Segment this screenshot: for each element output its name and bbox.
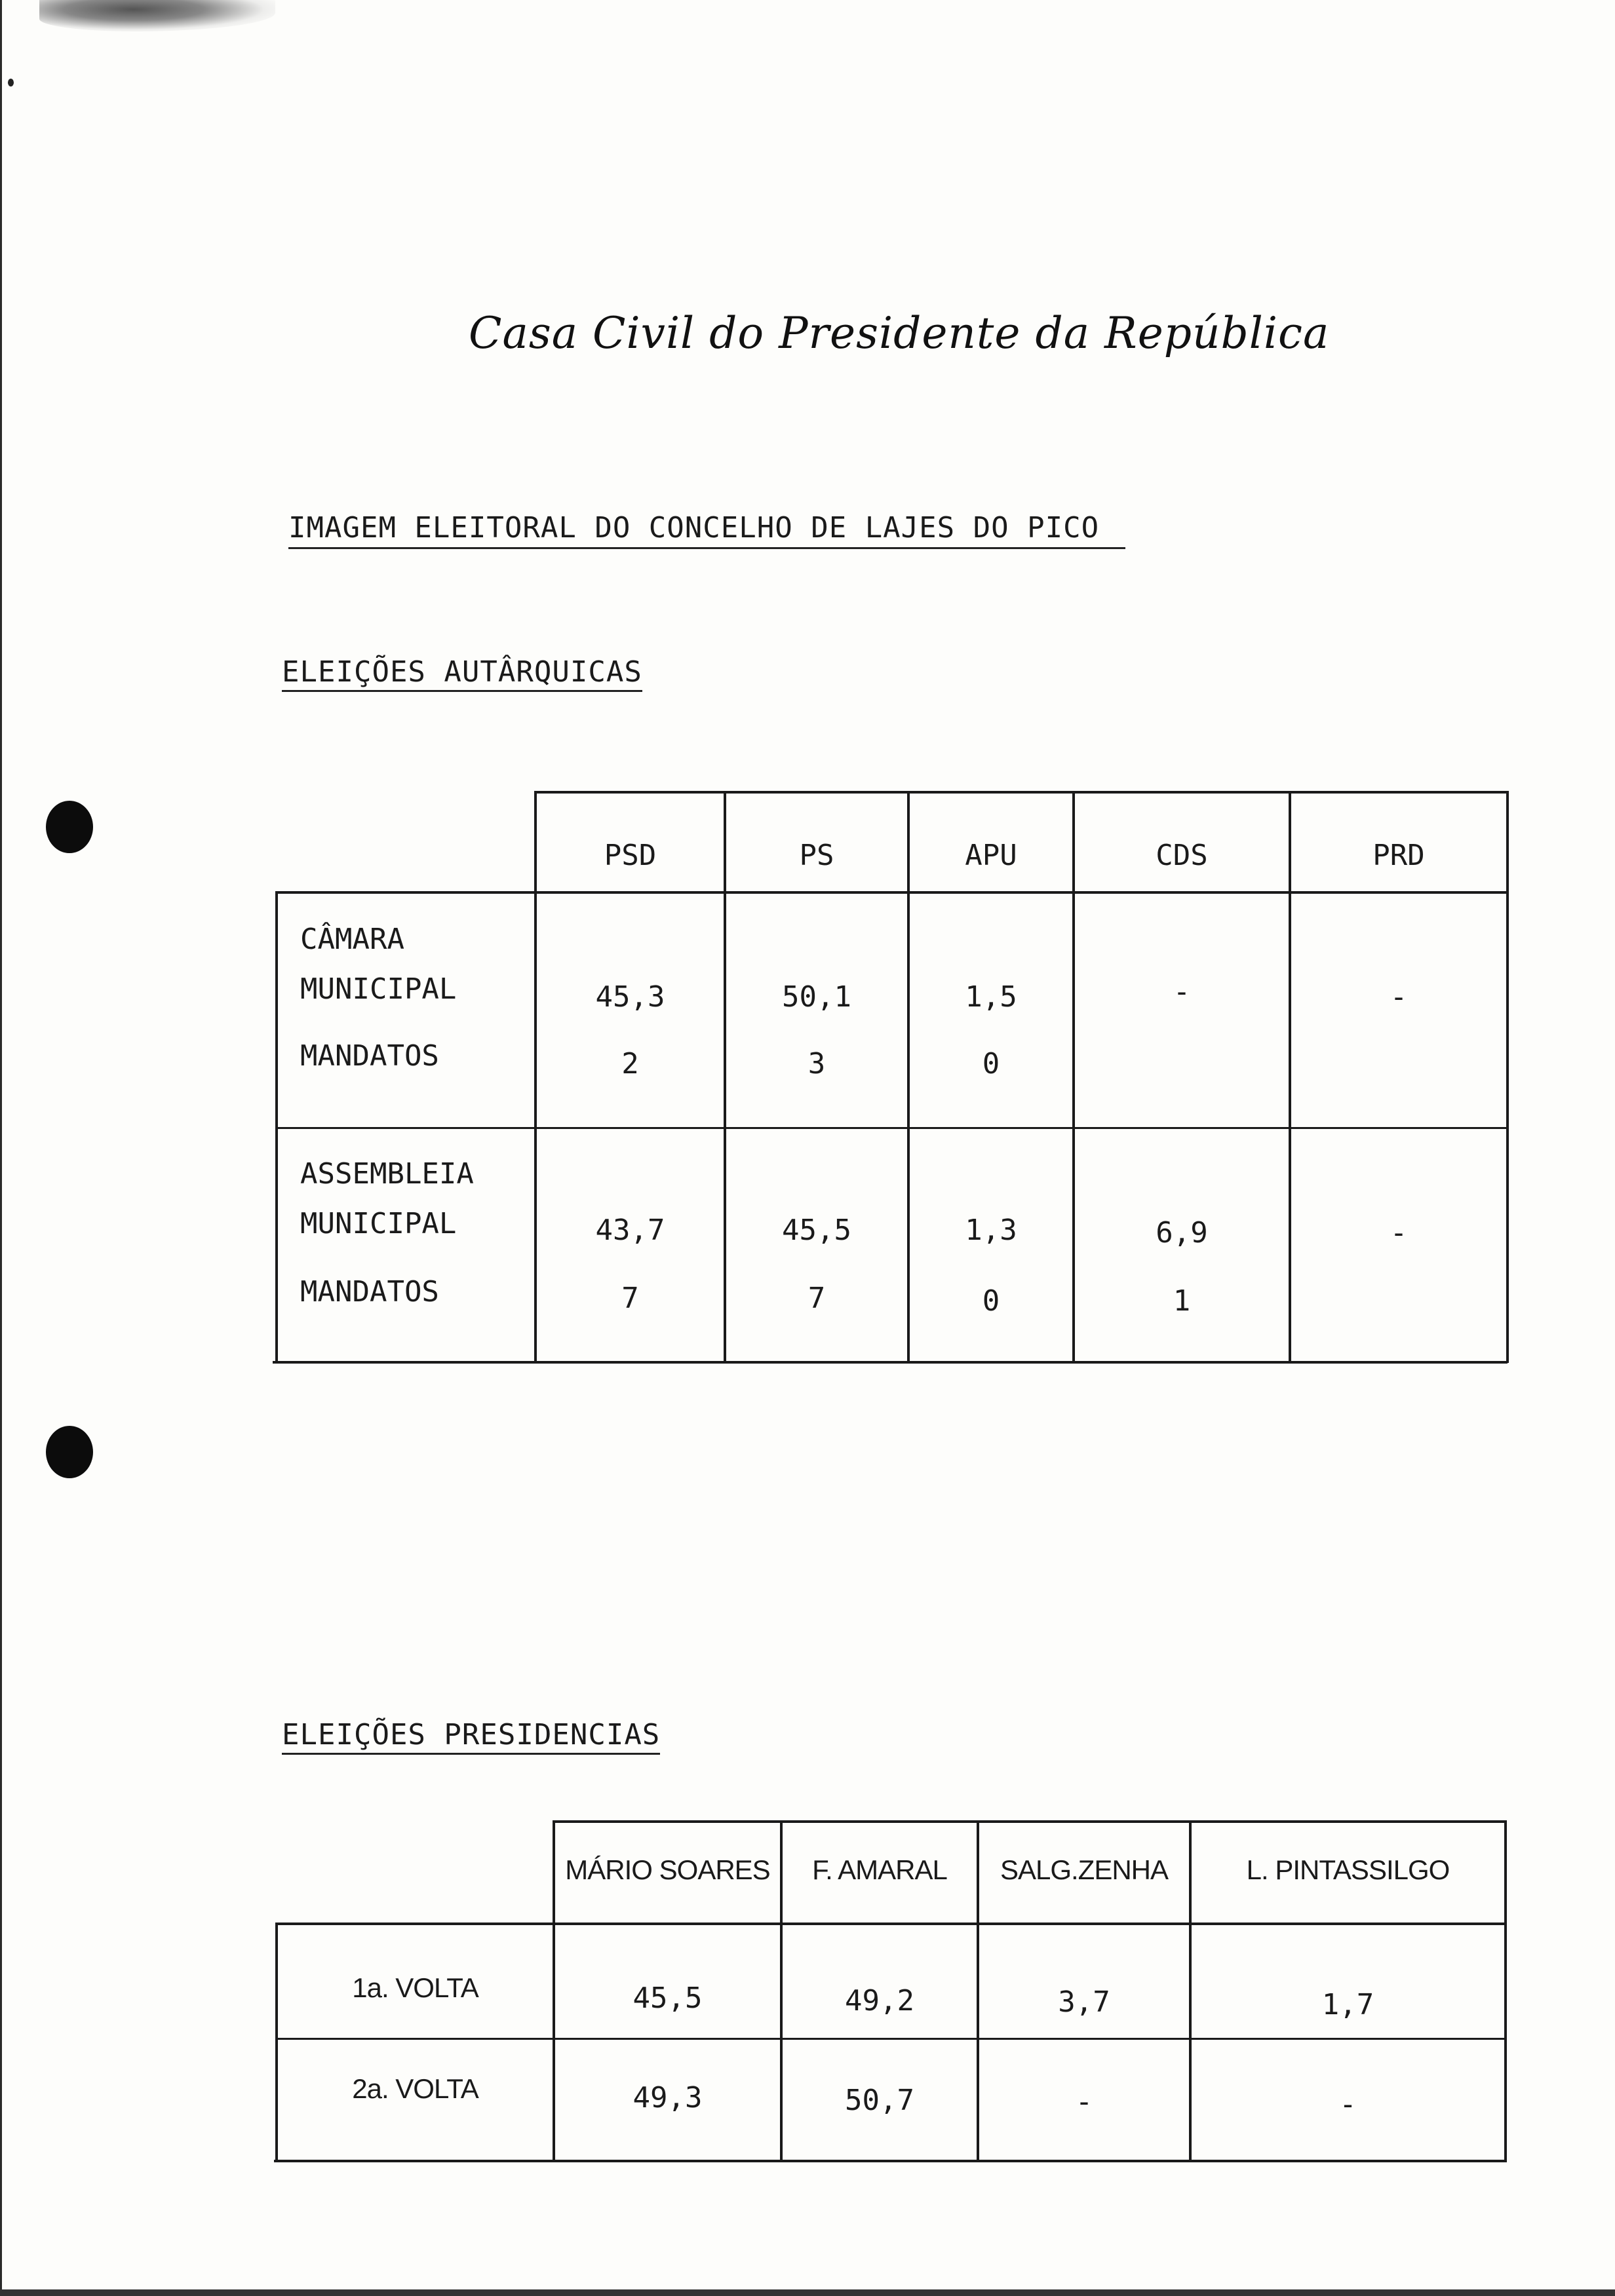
table-cell: - [1339,2088,1357,2121]
row-label: MUNICIPAL [300,972,457,1006]
table-cell: - [1075,2085,1093,2118]
table-cell: - [1390,980,1408,1014]
scan-dot [8,79,14,86]
table-cell: 45,5 [632,1981,703,2015]
row-label: ASSEMBLEIA [300,1157,474,1191]
table-cell: 1,5 [965,980,1017,1014]
table-cell: 7 [808,1282,826,1315]
section-heading-presidenciais: ELEIÇÕES PRESIDENCIAS [282,1718,660,1755]
table-cell: 1,7 [1321,1988,1374,2021]
row-label: MUNICIPAL [300,1207,457,1240]
column-header: L. PINTASSILGO [1246,1854,1450,1885]
scan-smudge [39,0,275,31]
table-cell: 50,1 [782,980,851,1014]
table-cell: - [1390,1216,1408,1250]
page-bottom-edge [0,2289,1615,2296]
column-header: F. AMARAL [812,1854,947,1885]
document-title: IMAGEM ELEITORAL DO CONCELHO DE LAJES DO PICO [288,511,1125,549]
table-cell: 43,7 [595,1214,665,1247]
table-cell: 1,3 [965,1214,1017,1247]
punch-hole-icon [46,1426,93,1478]
row-label: MANDATOS [300,1039,439,1073]
column-header: PSD [604,839,657,872]
table-cell: 1 [1173,1284,1191,1318]
column-header: MÁRIO SOARES [565,1854,770,1885]
table-cell: - [1173,975,1191,1008]
letterhead: Casa Civil do Presidente da República [469,308,1330,358]
table-cell: 3 [808,1047,826,1081]
table-cell: 2 [621,1047,639,1081]
table-cell: 50,7 [845,2084,914,2117]
table-cell: 6,9 [1156,1216,1208,1250]
column-header: PS [799,839,834,872]
column-header: PRD [1372,839,1425,872]
column-header: APU [965,839,1017,872]
table-cell: 49,2 [845,1984,914,2018]
row-label: MANDATOS [300,1275,439,1309]
table-cell: 3,7 [1058,1985,1110,2019]
row-label: 2a. VOLTA [352,2073,478,2104]
table-cell: 45,5 [782,1214,851,1247]
row-label: CÂMARA [300,923,404,956]
page-edge [0,0,2,2296]
table-cell: 0 [982,1284,1000,1318]
table-cell: 49,3 [632,2081,703,2114]
punch-hole-icon [46,801,93,853]
row-label: 1a. VOLTA [352,1972,478,2003]
table-cell: 45,3 [595,980,665,1014]
table-cell: 7 [621,1282,639,1315]
table-cell: 0 [982,1047,1000,1081]
column-header: CDS [1156,839,1208,872]
column-header: SALG.ZENHA [1000,1854,1169,1885]
section-heading-autarquicas: ELEIÇÕES AUTÂRQUICAS [282,655,642,692]
